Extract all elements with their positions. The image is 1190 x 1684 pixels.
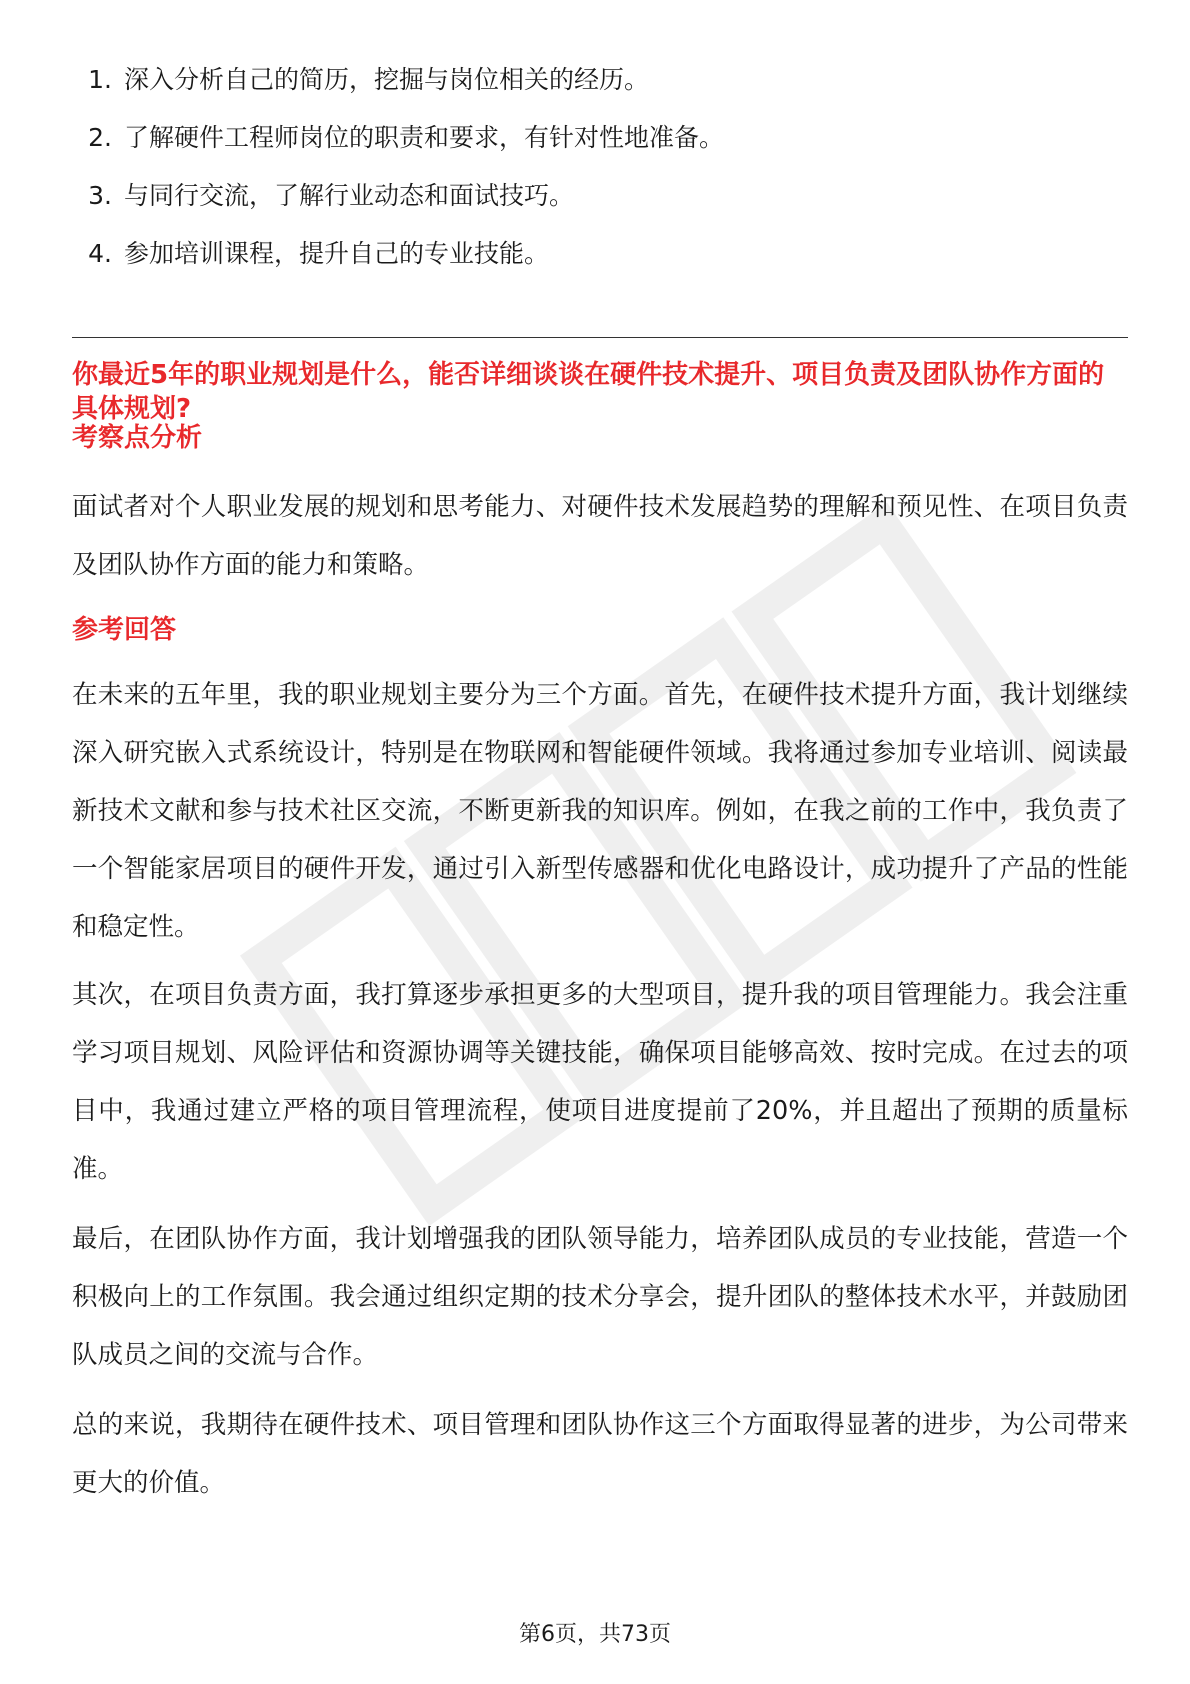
page-number: 第6页，共73页 — [519, 1622, 671, 1647]
list-item-number: 4. — [88, 239, 112, 268]
answer-heading: 参考回答 — [72, 615, 177, 645]
list-item-number: 3. — [88, 181, 112, 210]
list-item-text: 与同行交流，了解行业动态和面试技巧。 — [124, 181, 575, 210]
interview-question: 你最近5年的职业规划是什么，能否详细谈谈在硬件技术提升、项目负责及团队协作方面的具体规划? — [72, 360, 1105, 424]
list-item — [72, 236, 1128, 272]
prep-list-section — [72, 62, 1128, 294]
list-item-number: 2. — [88, 123, 112, 152]
section-divider — [72, 337, 1128, 338]
analysis-heading: 考察点分析 — [72, 423, 203, 453]
list-item — [72, 120, 1128, 156]
answer-paragraph-2: 其次，在项目负责方面，我打算逐步承担更多的大型项目，提升我的项目管理能力。我会注重学习项目规划、风险评估和资源协调等关键技能，确保项目能够高效、按时完成。在过去的项目中，我通过建立严格的项目管理流程，使项目进度提前了20%，并且超出了预期的质量标准。 — [72, 980, 1128, 1184]
analysis-body: 面试者对个人职业发展的规划和思考能力、对硬件技术发展趋势的理解和预见性、在项目负责及团队协作方面的能力和策略。 — [72, 492, 1128, 580]
answer-paragraph-3: 最后，在团队协作方面，我计划增强我的团队领导能力，培养团队成员的专业技能，营造一个积极向上的工作氛围。我会通过组织定期的技术分享会，提升团队的整体技术水平，并鼓励团队成员之间的交流与合作。 — [72, 1224, 1128, 1370]
list-item-text: 深入分析自己的简历，挖掘与岗位相关的经历。 — [124, 65, 650, 94]
prep-list — [72, 62, 1128, 272]
answer-paragraph-1: 在未来的五年里，我的职业规划主要分为三个方面。首先，在硬件技术提升方面，我计划继续深入研究嵌入式系统设计，特别是在物联网和智能硬件领域。我将通过参加专业培训、阅读最新技术文献和参与技术社区交流，不断更新我的知识库。例如，在我之前的工作中，我负责了一个智能家居项目的硬件开发，通过引入新型传感器和优化电路设计，成功提升了产品的性能和稳定性。 — [72, 680, 1128, 942]
list-item-text: 参加培训课程，提升自己的专业技能。 — [124, 239, 550, 268]
list-item-number: 1. — [88, 65, 112, 94]
answer-paragraph-4: 总的来说，我期待在硬件技术、项目管理和团队协作这三个方面取得显著的进步，为公司带来更大的价值。 — [72, 1410, 1128, 1498]
list-item — [72, 62, 1128, 98]
list-item — [72, 178, 1128, 214]
list-item-text: 了解硬件工程师岗位的职责和要求，有针对性地准备。 — [124, 123, 725, 152]
